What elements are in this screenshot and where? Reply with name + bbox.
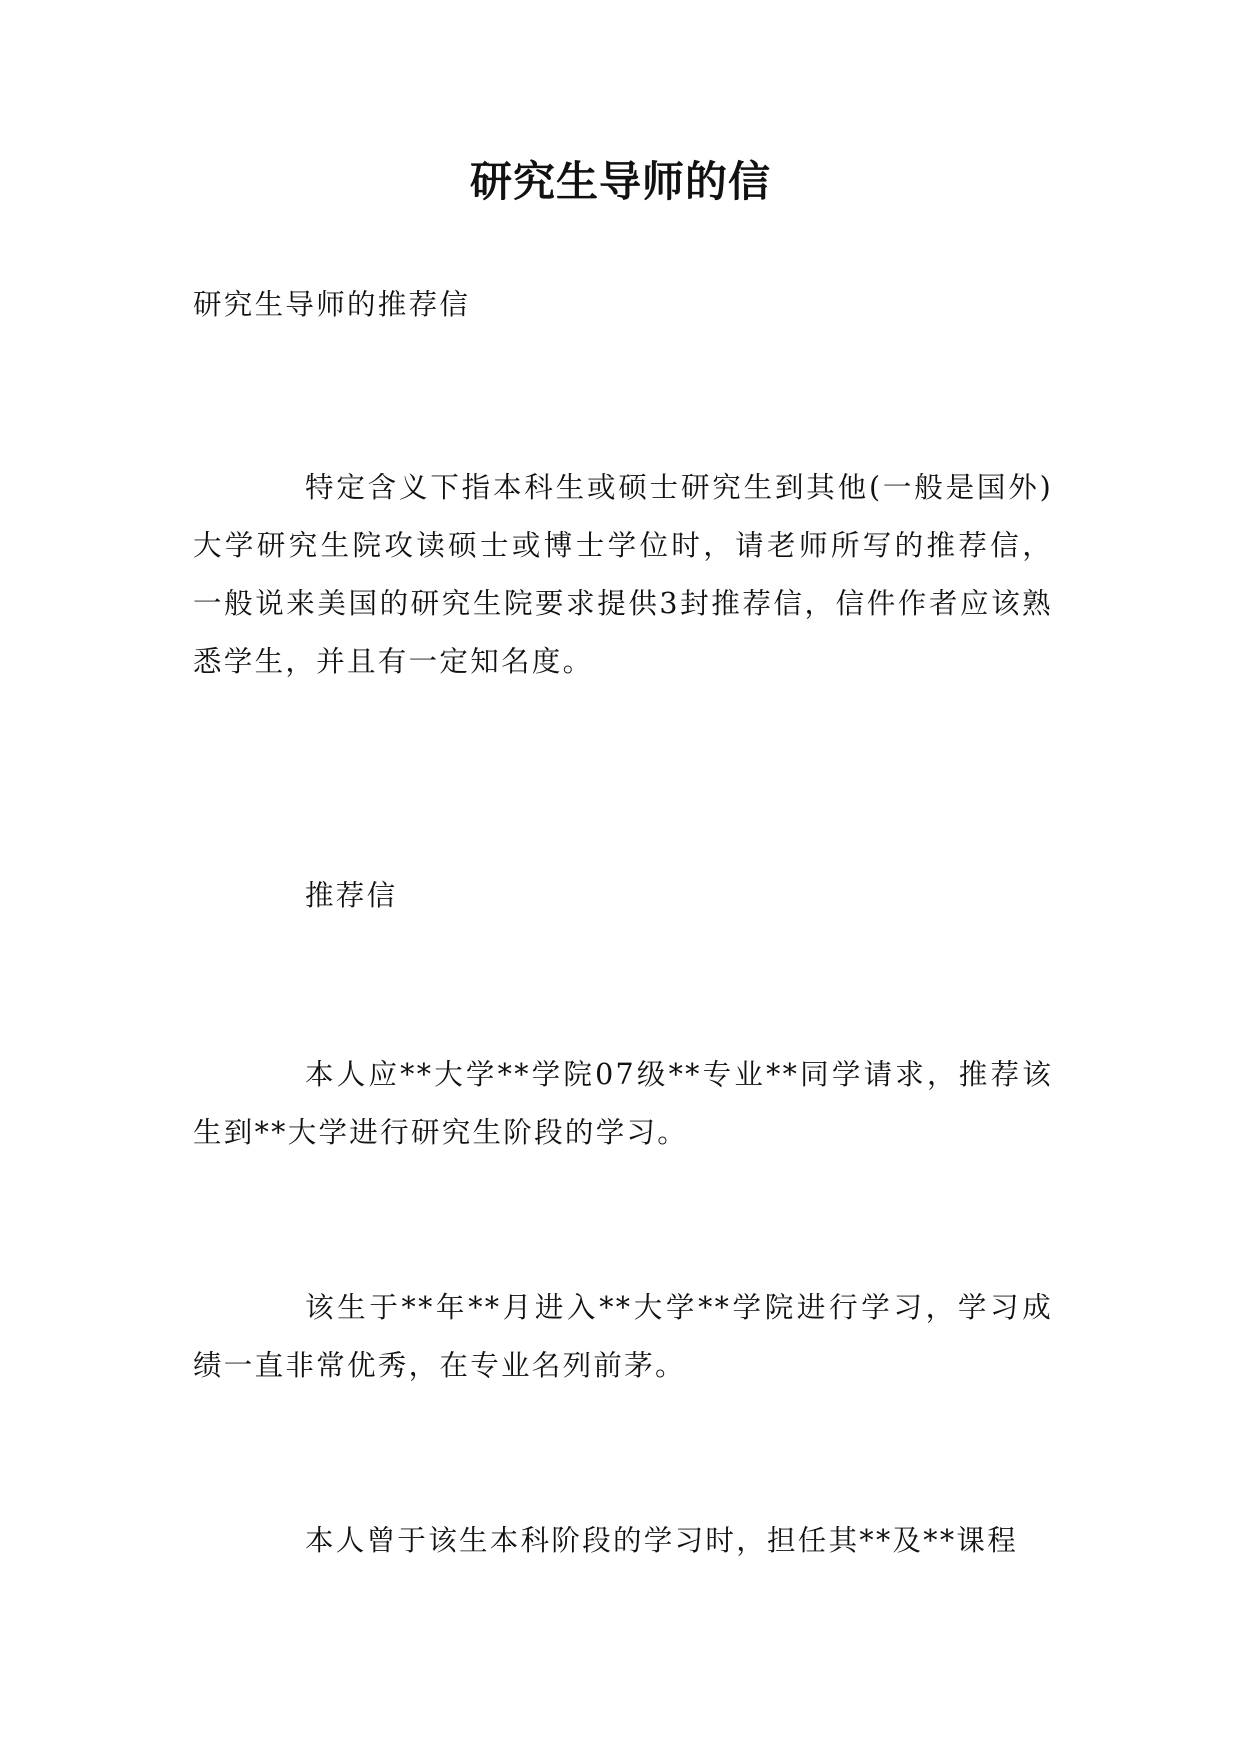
paragraph-performance: 该生于**年**月进入**大学**学院进行学习，学习成绩一直非常优秀，在专业名列前茅。 <box>193 1291 1053 1382</box>
document-subtitle: 研究生导师的推荐信 <box>193 288 471 321</box>
paragraph-teaching: 本人曾于该生本科阶段的学习时，担任其**及**课程 <box>305 1524 1019 1557</box>
paragraph-heading: 推荐信 <box>305 879 398 912</box>
paragraph-definition: 特定含义下指本科生或硕士研究生到其他(一般是国外)大学研究生院攻读硕士或博士学位时，请老师所写的推荐信，一般说来美国的研究生院要求提供3封推荐信，信件作者应该熟悉学生，并且有一定知名度。 <box>193 471 1053 678</box>
document-title: 研究生导师的信 <box>469 157 771 206</box>
paragraph-request: 本人应**大学**学院07级**专业**同学请求，推荐该生到**大学进行研究生阶段的学习。 <box>193 1058 1053 1149</box>
